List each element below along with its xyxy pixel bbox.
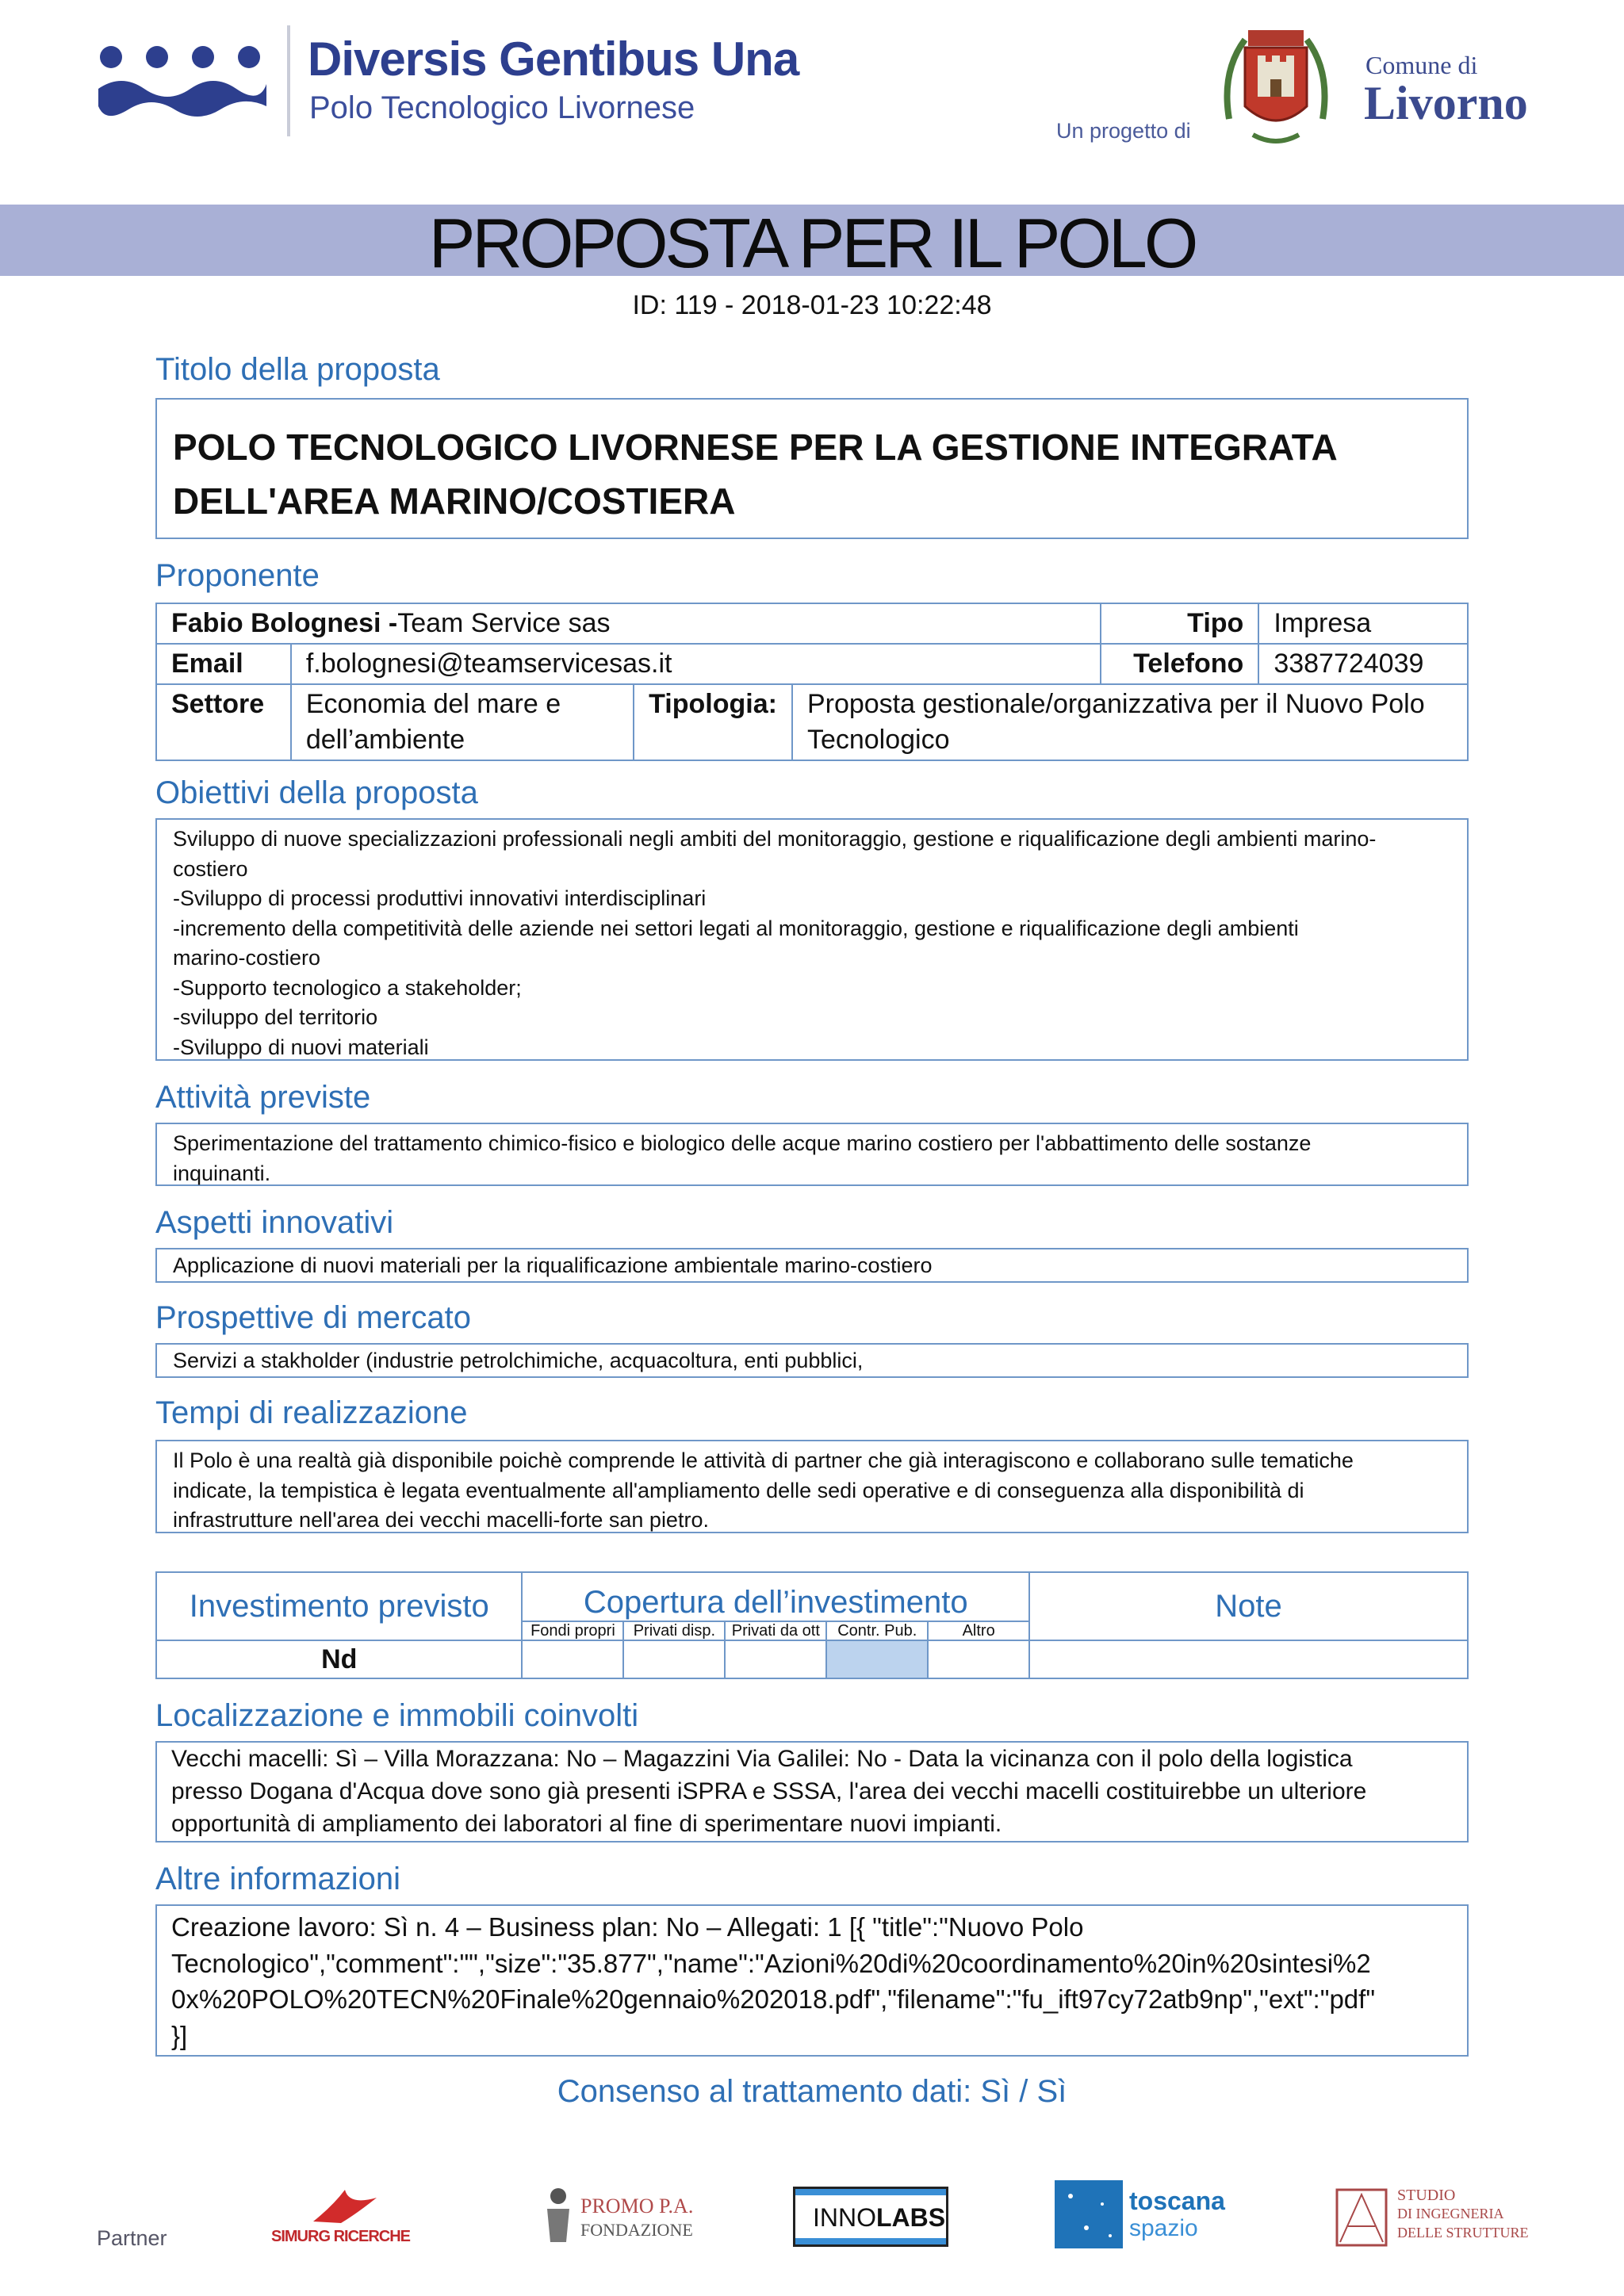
text-line: Tecnologico","comment":"","size":"35.877","name":"Azioni%20di%20coordinamento%20in%20sintesi%2 — [171, 1948, 1371, 1978]
text-line: inquinanti. — [173, 1161, 271, 1185]
email-label: Email — [156, 644, 291, 684]
investimento-table — [155, 1571, 1469, 1679]
copertura-header: Copertura dell’investimento — [522, 1572, 1029, 1621]
proposal-title-box — [155, 398, 1469, 539]
innolabs-b: LABS — [876, 2203, 946, 2232]
logo-divider — [287, 25, 290, 136]
promo-pa-logo — [539, 2185, 698, 2248]
col-contr-pub: Contr. Pub. — [826, 1621, 928, 1640]
note-value — [1029, 1640, 1468, 1678]
toscana-sub: spazio — [1129, 2215, 1198, 2241]
section-label-altre: Altre informazioni — [155, 1862, 401, 1896]
text-line: infrastrutture nell'area dei vecchi macelli-forte san pietro. — [173, 1508, 709, 1532]
fondi-propri-value — [522, 1640, 623, 1678]
tempi-text — [157, 1441, 1467, 1540]
text-line: -Sviluppo di processi produttivi innovativi interdisciplinari — [173, 886, 707, 910]
section-label-prospettive: Prospettive di mercato — [155, 1300, 471, 1335]
studio-sub2: DELLE STRUTTURE — [1397, 2225, 1529, 2241]
table-row — [156, 1572, 1468, 1621]
text-line: opportunità di ampliamento dei laboratori al fine di sperimentare nuovi impianti. — [171, 1811, 1002, 1837]
obiettivi-box — [155, 818, 1469, 1061]
col-privati-disp: Privati disp. — [623, 1621, 725, 1640]
text-line: Sviluppo di nuove specializzazioni professionali negli ambiti del monitoraggio, gestione e riqualificazione degli ambienti marino- — [173, 827, 1377, 851]
col-privati-da-ott: Privati da ott — [725, 1621, 826, 1640]
aspetti-box — [155, 1248, 1469, 1283]
tipo-value: Impresa — [1258, 603, 1468, 644]
settore-value — [291, 684, 634, 760]
text-line: }] — [171, 2020, 188, 2050]
section-label-proponente: Proponente — [155, 558, 320, 593]
simurg-sub: RICERCHE — [333, 2228, 411, 2245]
polo-logo-icon — [95, 40, 270, 127]
page-header — [0, 0, 1624, 205]
prospettive-box — [155, 1343, 1469, 1378]
toscana-name: toscana — [1129, 2187, 1225, 2215]
note-header: Note — [1029, 1572, 1468, 1640]
tipo-label: Tipo — [1101, 603, 1259, 644]
tipologia-value — [792, 684, 1468, 760]
consenso-text: Consenso al trattamento dati: Sì / Sì — [557, 2074, 1067, 2109]
altre-text — [157, 1906, 1467, 2057]
text-line: Il Polo è una realtà già disponibile poichè comprende le attività di partner che già interagiscono e collaborano sulle tematiche — [173, 1448, 1354, 1472]
prospettive-text: Servizi a stakholder (industrie petrolchimiche, acquacoltura, enti pubblici, — [173, 1349, 864, 1372]
text-line: -incremento della competitività delle aziende nei settori legati al monitoraggio, gestione e riqualificazione degli ambienti — [173, 916, 1299, 940]
col-fondi-propri: Fondi propri — [522, 1621, 623, 1640]
contr-pub-value — [826, 1640, 928, 1678]
document-id: ID: 119 - 2018-01-23 10:22:48 — [632, 290, 992, 320]
proposal-title-line: POLO TECNOLOGICO LIVORNESE PER LA GESTIONE INTEGRATA — [173, 427, 1338, 468]
page-title: PROPOSTA PER IL POLO — [428, 204, 1196, 282]
privati-da-ott-value — [725, 1640, 826, 1678]
localizzazione-box — [155, 1741, 1469, 1843]
proposal-title-line: DELL'AREA MARINO/COSTIERA — [173, 480, 736, 522]
telefono-label: Telefono — [1101, 644, 1259, 684]
altre-box — [155, 1904, 1469, 2057]
promo-pa-sub: FONDAZIONE — [580, 2220, 693, 2240]
studio-ingegneria-logo — [1334, 2187, 1532, 2250]
star-icon — [1055, 2180, 1123, 2248]
table-row — [156, 1640, 1468, 1678]
proponente-table — [155, 603, 1469, 761]
email-value[interactable]: f.bolognesi@teamservicesas.it — [291, 644, 1101, 684]
studio-sub1: DI INGEGNERIA — [1397, 2206, 1504, 2221]
innolabs-logo — [793, 2187, 948, 2247]
proponente-company: Team Service sas — [397, 608, 611, 638]
comune-name: Livorno — [1364, 77, 1528, 129]
section-label-obiettivi: Obiettivi della proposta — [155, 775, 478, 810]
telefono-value: 3387724039 — [1258, 644, 1468, 684]
simurg-bird-icon — [309, 2182, 381, 2226]
org-title: Diversis Gentibus Una — [308, 33, 799, 86]
partner-label: Partner — [97, 2226, 167, 2250]
col-altro: Altro — [928, 1621, 1029, 1640]
settore-label: Settore — [156, 684, 291, 760]
table-row — [156, 644, 1468, 684]
section-label-attivita: Attività previste — [155, 1080, 371, 1115]
text-line: -Sviluppo di nuovi materiali — [173, 1035, 429, 1059]
proponente-name-cell — [156, 603, 1101, 644]
section-label-titolo: Titolo della proposta — [155, 352, 440, 387]
obiettivi-text — [157, 820, 1467, 1067]
proposal-title — [157, 400, 1467, 549]
aspetti-text: Applicazione di nuovi materiali per la riqualificazione ambientale marino-costiero — [173, 1253, 933, 1277]
table-row — [156, 603, 1468, 644]
text-line: 0x%20POLO%20TECN%20Finale%20gennaio%202018.pdf","filename":"fu_ift97cy72atb9np","ext":"pdf" — [171, 1984, 1376, 2014]
tipologia-label: Tipologia: — [634, 684, 792, 760]
simurg-logo — [270, 2182, 420, 2253]
altro-value — [928, 1640, 1029, 1678]
studio-mark-icon — [1334, 2187, 1389, 2248]
section-label-tempi: Tempi di realizzazione — [155, 1395, 468, 1430]
privati-disp-value — [623, 1640, 725, 1678]
studio-name: STUDIO — [1397, 2187, 1456, 2204]
investimento-value: Nd — [156, 1640, 522, 1678]
section-label-aspetti: Aspetti innovativi — [155, 1205, 394, 1240]
tipologia-line: Proposta gestionale/organizzativa per il Nuovo Polo — [806, 689, 1425, 719]
settore-line: dell’ambiente — [305, 725, 465, 755]
settore-line: Economia del mare e — [305, 689, 561, 719]
localizzazione-text — [157, 1743, 1467, 1840]
attivita-box — [155, 1123, 1469, 1186]
text-line: presso Dogana d'Acqua dove sono già presenti iSPRA e SSSA, l'area dei vecchi macelli costituirebbe un ulteriore — [171, 1778, 1367, 1804]
table-row — [156, 684, 1468, 760]
promo-pa-name: PROMO P.A. — [580, 2195, 694, 2218]
text-line: Creazione lavoro: Sì n. 4 – Business plan: No – Allegati: 1 [{ "title":"Nuovo Polo — [171, 1912, 1084, 1942]
text-line: Vecchi macelli: Sì – Villa Morazzana: No – Magazzini Via Galilei: No - Data la vicinanza con il polo della logistica — [171, 1746, 1353, 1772]
promo-pa-figure-icon — [539, 2185, 576, 2248]
text-line: -sviluppo del territorio — [173, 1005, 378, 1029]
project-by-label: Un progetto di — [1056, 119, 1191, 143]
text-line: indicate, la tempistica è legata eventualmente all'ampliamento delle sedi operative e di conseguenza alla disponibilità di — [173, 1478, 1304, 1502]
investimento-header: Investimento previsto — [156, 1572, 522, 1640]
section-label-localizzazione: Localizzazione e immobili coinvolti — [155, 1698, 639, 1733]
livorno-crest-icon — [1221, 24, 1331, 151]
comune-label: Comune di — [1365, 51, 1478, 79]
tempi-box — [155, 1440, 1469, 1533]
toscana-spazio-logo — [1055, 2180, 1224, 2248]
simurg-name: SIMURG — [271, 2228, 330, 2245]
text-line: Sperimentazione del trattamento chimico-fisico e biologico delle acque marino costiero per l'abbattimento delle sostanze — [173, 1131, 1312, 1155]
text-line: -Supporto tecnologico a stakeholder; — [173, 975, 522, 1000]
text-line: marino-costiero — [173, 946, 321, 970]
innolabs-a: INNO — [813, 2203, 876, 2232]
proponente-name: Fabio Bolognesi - — [171, 608, 398, 638]
tipologia-line: Tecnologico — [806, 725, 950, 755]
org-subtitle: Polo Tecnologico Livornese — [309, 90, 695, 125]
text-line: costiero — [173, 856, 248, 881]
attivita-text — [157, 1124, 1467, 1193]
